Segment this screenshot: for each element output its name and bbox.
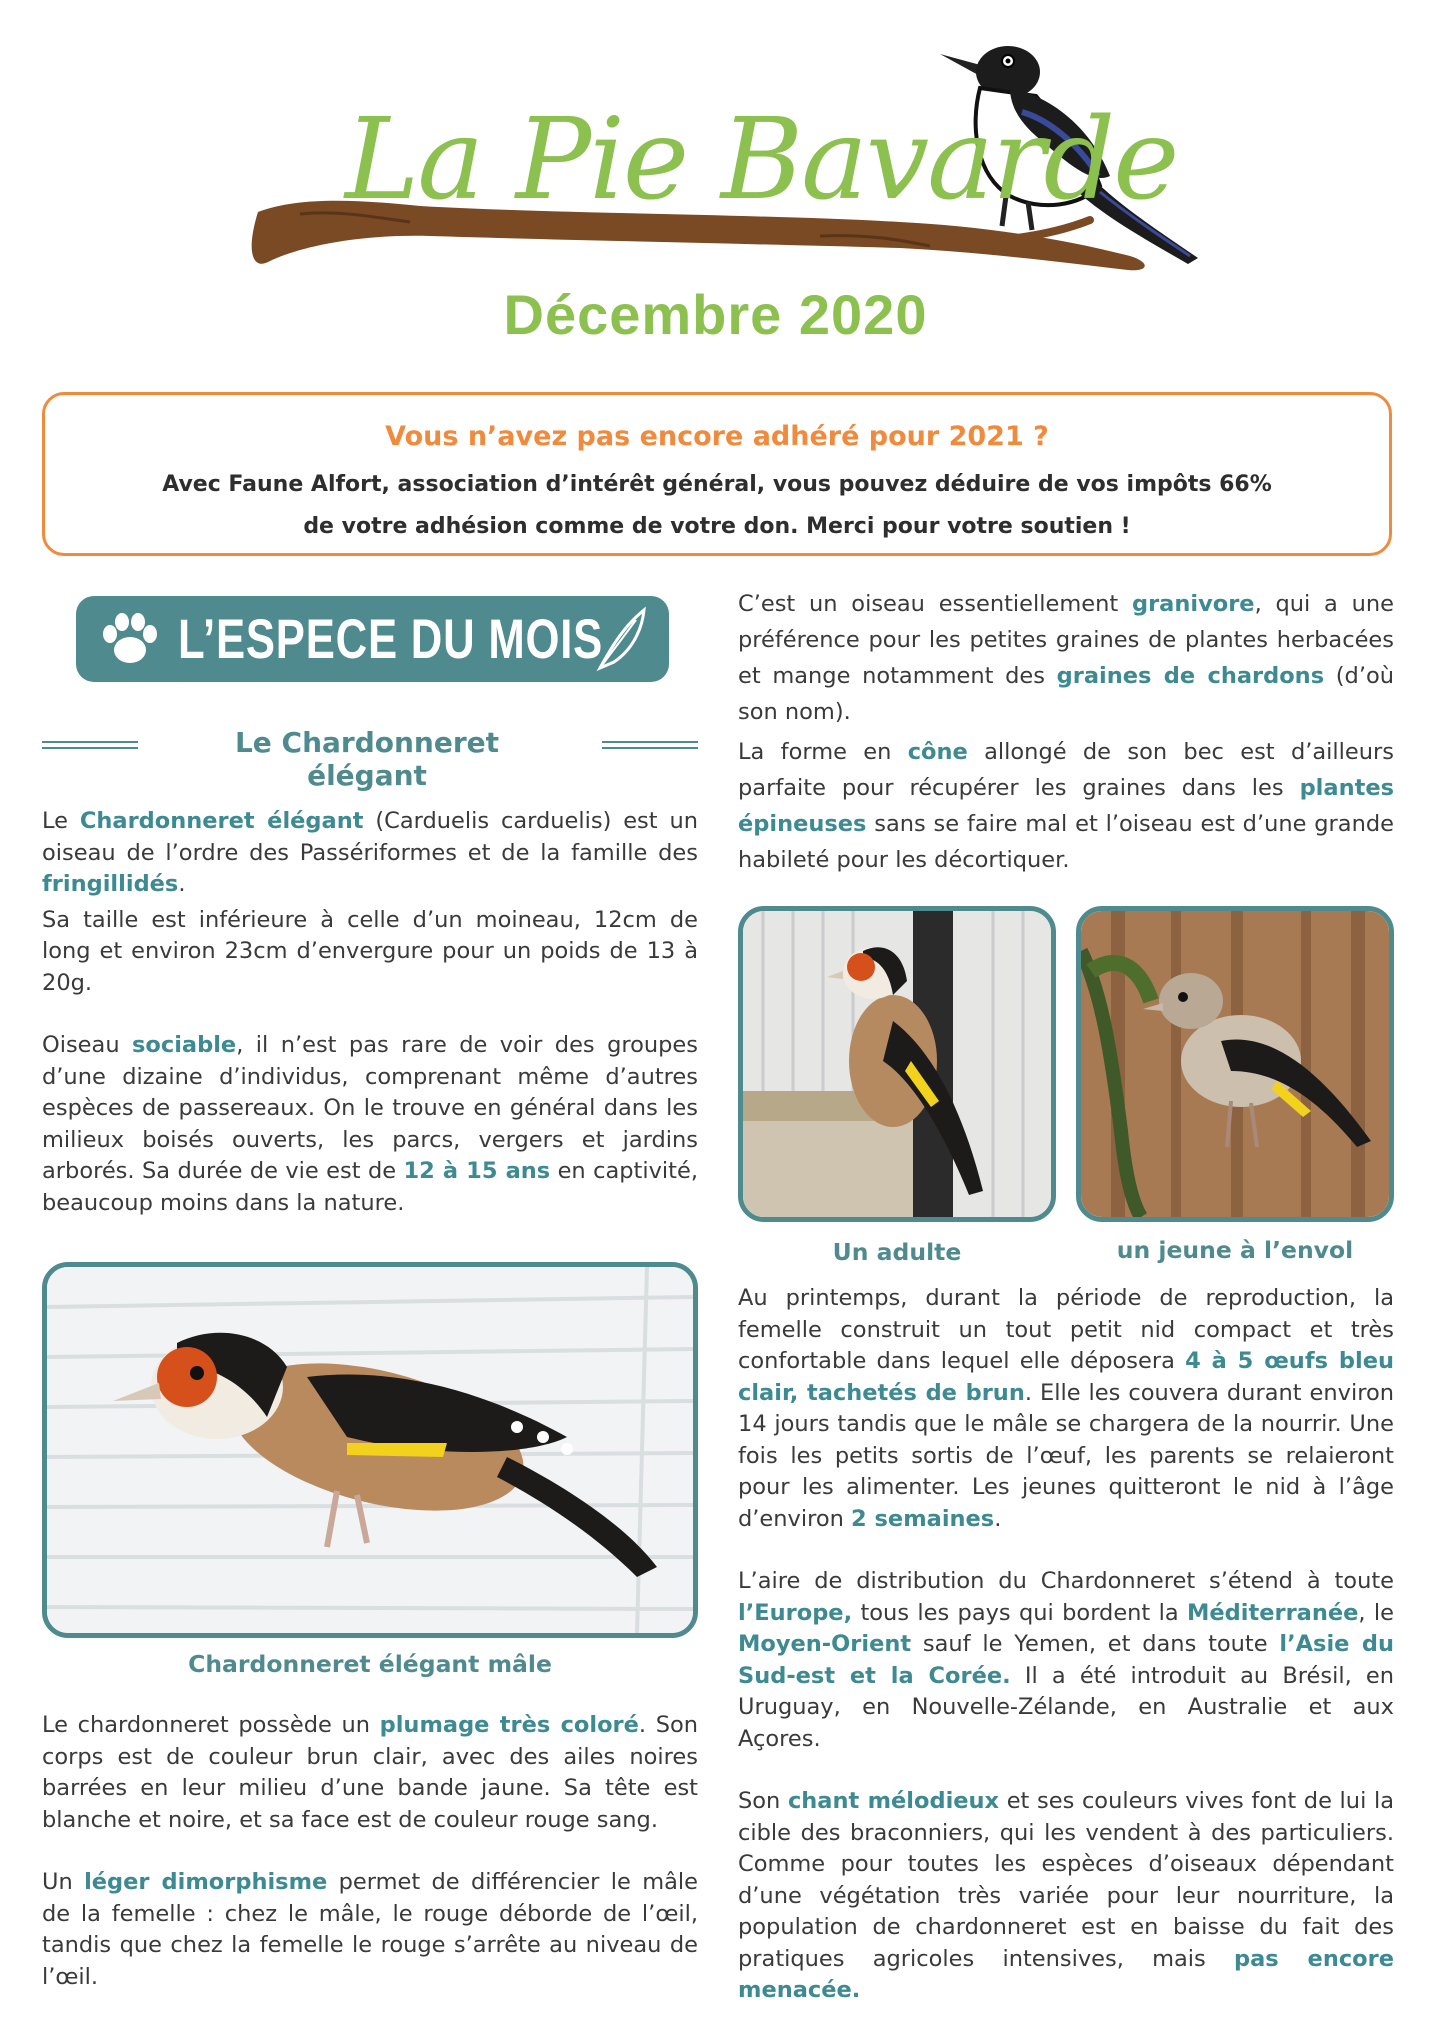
photo-juvenile bbox=[1076, 906, 1394, 1222]
left-column-intro bbox=[42, 806, 698, 1250]
paragraph-reproduction: Au printemps, durant la période de reproduction, la femelle construit un tout petit nid compact et très confortable dans lequel elle déposera 4 à 5 œufs bleu clair, tachetés de brun. Elle les couvera durant environ 14 jours tandis que le mâle se chargera de la nourrir. Une fois les petits sortis de l’œuf, les parents se relaieront pour les alimenter. Les jeunes quitteront le nid à l’âge d’environ 2 semaines. bbox=[738, 1285, 1394, 1532]
right-column-diet bbox=[738, 586, 1394, 909]
species-title: Le Chardonneret élégant bbox=[234, 726, 500, 792]
left-column-description bbox=[42, 1710, 698, 2024]
paragraph-plumage: Le chardonneret possède un plumage très coloré. Son corps est de couleur brun clair, avec des ailes noires barrées en leur milieu d’une bande jaune. Sa tête est blanche et noire, et sa face est de couleur rouge sang. bbox=[42, 1712, 698, 1833]
paragraph-beak: La forme en cône allongé de son bec est d’ailleurs parfaite pour récupérer les graines dans les plantes épineuses sans se faire mal et l’oiseau est d’une grande habileté pour les décortiquer. bbox=[738, 739, 1395, 873]
right-column-biology bbox=[738, 1283, 1394, 2024]
paragraph-intro: Le Chardonneret élégant (Carduelis carduelis) est un oiseau de l’ordre des Passériformes et de la famille des fringillidés. bbox=[42, 808, 698, 897]
paragraph-diet: C’est un oiseau essentiellement granivore, qui a une préférence pour les petites graines de plantes herbacées et mange notamment des graines de chardons (d’où son nom). bbox=[738, 591, 1394, 725]
newsletter-brand: La Pie Bavarde bbox=[345, 95, 1178, 225]
notice-title: Vous n’avez pas encore adhéré pour 2021 ? bbox=[385, 421, 1049, 452]
paragraph-social: Oiseau sociable, il n’est pas rare de voir des groupes d’une dizaine d’individus, comprenant même d’autres espèces de passereaux. On le trouve en général dans les milieux boisés ouverts, les parcs, vergers et jardins arborés. Sa durée de vie est de 12 à 15 ans en captivité, beaucoup moins dans la nature. bbox=[42, 1032, 698, 1216]
feather-icon bbox=[596, 606, 648, 672]
paragraph-distribution: L’aire de distribution du Chardonneret s’étend à toute l’Europe, tous les pays qui bordent la Méditerranée, le Moyen-Orient sauf le Yemen, et dans toute l’Asie du Sud-est et la Corée. Il a été introduit au Brésil, en Uruguay, en Nouvelle-Zélande, en Australie et aux Açores. bbox=[738, 1568, 1395, 1752]
heading-rule-left bbox=[42, 741, 138, 749]
paragraph-threats: Son chant mélodieux et ses couleurs vives font de lui la cible des braconniers, qui les vendent à des particuliers. Comme pour toutes les espèces d’oiseaux dépendant d’une végétation très variée pour leur nourriture, la population de chardonneret est en baisse du fait des pratiques agricoles intensives, mais pas encore menacée. bbox=[738, 1788, 1394, 2003]
paragraph-dimorphism: Un léger dimorphisme permet de différencier le mâle de la femelle : chez le mâle, le rouge déborde de l’œil, tandis que chez la femelle le rouge s’arrête au niveau de l’œil. bbox=[42, 1869, 698, 1990]
caption-juvenile: un jeune à l’envol bbox=[1116, 1236, 1354, 1264]
banner-title: L’ESPECE DU MOIS bbox=[178, 607, 604, 670]
notice-body: Avec Faune Alfort, association d’intérêt général, vous pouvez déduire de vos impôts 66% de votre adhésion comme de votre don. Merci pour votre soutien ! bbox=[162, 472, 1272, 539]
photo-male-goldfinch bbox=[42, 1262, 698, 1638]
caption-adult: Un adulte bbox=[832, 1238, 962, 1266]
species-heading bbox=[42, 722, 698, 792]
species-of-month-banner bbox=[76, 596, 669, 682]
paragraph-size: Sa taille est inférieure à celle d’un moineau, 12cm de long et environ 23cm d’envergure pour un poids de 13 à 20g. bbox=[42, 906, 698, 996]
photo-adult bbox=[738, 906, 1056, 1222]
caption-male: Chardonneret élégant mâle bbox=[188, 1650, 552, 1678]
heading-rule-right bbox=[602, 741, 698, 749]
issue-date: Décembre 2020 bbox=[503, 283, 928, 346]
membership-notice bbox=[42, 392, 1392, 556]
paw-icon bbox=[98, 610, 162, 668]
masthead bbox=[0, 0, 1431, 370]
